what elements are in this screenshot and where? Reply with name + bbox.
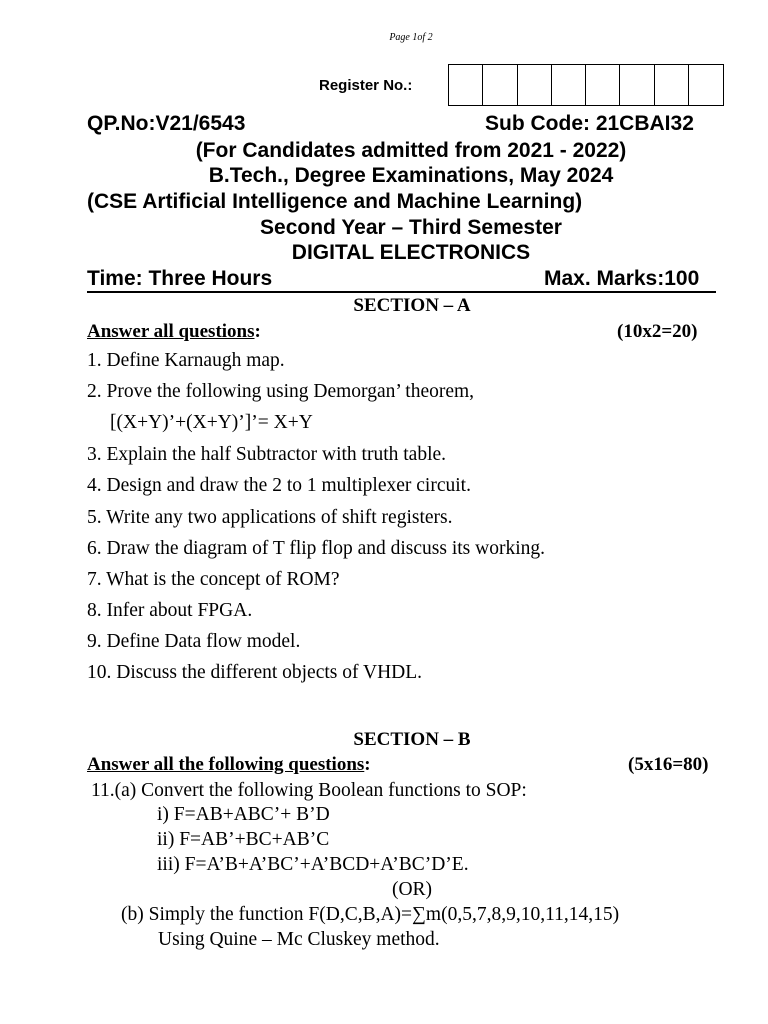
subject-code: Sub Code: 21CBAI32 (485, 112, 694, 135)
candidates-note: (For Candidates admitted from 2021 - 2022) (195, 139, 627, 162)
question-11b-continuation: Using Quine – Mc Cluskey method. (158, 929, 440, 950)
page-number: Page 1of 2 (389, 32, 433, 43)
question-2: 2. Prove the following using Demorgan’ theorem, (87, 381, 475, 402)
register-digit-box (620, 65, 654, 105)
header-underline (87, 291, 716, 293)
section-a-instruction-text: Answer all questions (87, 321, 255, 342)
section-a-instruction (87, 321, 261, 343)
section-a-title: SECTION – A (353, 295, 471, 316)
register-digit-box (483, 65, 517, 105)
register-digit-box (449, 65, 483, 105)
question-11a: 11.(a) Convert the following Boolean functions to SOP: (91, 780, 527, 801)
question-6: 6. Draw the diagram of T flip flop and discuss its working. (87, 538, 546, 559)
register-number-label: Register No.: (319, 77, 413, 94)
section-b-title: SECTION – B (353, 729, 471, 750)
section-b-instruction-text: Answer all the following questions (87, 754, 365, 775)
section-a-marks: (10x2=20) (617, 321, 698, 342)
branch-name: (CSE Artificial Intelligence and Machine Learning) (87, 190, 583, 213)
question-paper-number: QP.No:V21/6543 (87, 112, 246, 135)
max-marks: Max. Marks:100 (544, 267, 700, 290)
question-1: 1. Define Karnaugh map. (87, 350, 285, 371)
register-digit-box (689, 65, 723, 105)
section-a-instruction-colon: : (254, 321, 261, 342)
question-4: 4. Design and draw the 2 to 1 multiplexer circuit. (87, 475, 471, 496)
question-11a-part-i: i) F=AB+ABC’+ B’D (157, 804, 330, 825)
year-semester: Second Year – Third Semester (260, 216, 562, 239)
question-11a-part-ii: ii) F=AB’+BC+AB’C (157, 829, 330, 850)
or-separator: (OR) (391, 879, 433, 900)
register-digit-box (552, 65, 586, 105)
section-b-instruction (87, 754, 371, 776)
question-7: 7. What is the concept of ROM? (87, 569, 340, 590)
question-10: 10. Discuss the different objects of VHDL. (87, 662, 423, 683)
question-2-expression: [(X+Y)’+(X+Y)’]’= X+Y (110, 412, 313, 433)
section-b-instruction-colon: : (364, 754, 371, 775)
section-b-marks: (5x16=80) (628, 754, 709, 775)
question-5: 5. Write any two applications of shift registers. (87, 507, 453, 528)
register-digit-box (586, 65, 620, 105)
exam-duration: Time: Three Hours (87, 267, 273, 290)
register-digit-box (655, 65, 689, 105)
subject-title: DIGITAL ELECTRONICS (291, 241, 531, 264)
question-3: 3. Explain the half Subtractor with truth table. (87, 444, 447, 465)
exam-title: B.Tech., Degree Examinations, May 2024 (208, 164, 614, 187)
question-11a-part-iii: iii) F=A’B+A’BC’+A’BCD+A’BC’D’E. (157, 854, 469, 875)
question-9: 9. Define Data flow model. (87, 631, 301, 652)
question-11b: (b) Simply the function F(D,C,B,A)=∑m(0,5,7,8,9,10,11,14,15) (121, 904, 620, 925)
register-digit-box (518, 65, 552, 105)
question-8: 8. Infer about FPGA. (87, 600, 253, 621)
register-number-boxes (448, 64, 724, 106)
